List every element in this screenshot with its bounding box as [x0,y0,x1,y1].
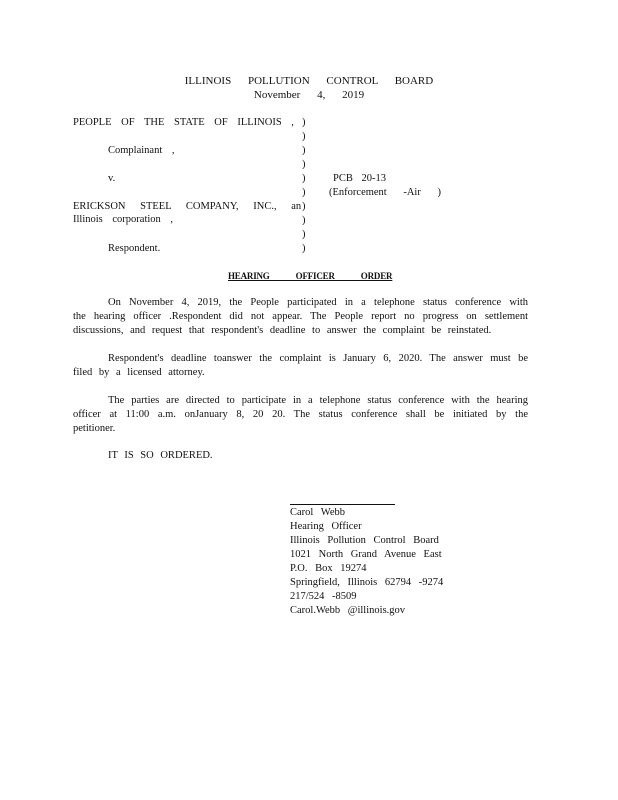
signature-line [290,504,395,505]
caption-paren: ) [302,201,306,212]
signer-title: Hearing Officer [290,521,362,532]
plaintiff-role: Complainant , [108,145,175,156]
caption-paren: ) [302,159,306,170]
caption-paren: ) [302,229,306,240]
plaintiff-name: PEOPLE OF THE STATE OF ILLINOIS , [73,117,294,128]
defendant-name-line1: ERICKSON STEEL COMPANY, INC., an [73,201,302,212]
caption-paren: ) [302,187,306,198]
case-type: (Enforcement -Air ) [329,187,441,198]
order-paragraph-3: The parties are directed to participate in a telephone status conference with the hearing officer at 11:00 a.m. onJanuary 8, 20 20. The status conference shall be initiated by the petitioner. [73,395,528,434]
caption-paren: ) [302,117,306,128]
signer-organization: Illinois Pollution Control Board [290,535,439,546]
signer-city: Springfield, Illinois 62794 -9274 [290,577,444,588]
order-paragraph-2: Respondent's deadline toanswer the complaint is January 6, 2020. The answer must be filed by a licensed attorney. [73,353,528,378]
so-ordered: IT IS SO ORDERED. [108,450,213,461]
caption-paren: ) [302,131,306,142]
signer-address: 1021 North Grand Avenue East [290,549,442,560]
signer-po-box: P.O. Box 19274 [290,563,367,574]
signer-email: Carol.Webb @illinois.gov [290,605,406,616]
order-paragraph-1: On November 4, 2019, the People participated in a telephone status conference with the hearing officer .Respondent did not appear. The People report no progress on settlement discussions, and request that respondent's deadline to answer the complaint be reinstated. [73,297,528,336]
order-date: November 4, 2019 [253,89,365,101]
caption-paren: ) [302,215,306,226]
caption-paren: ) [302,173,306,184]
caption-paren: ) [302,145,306,156]
signer-name: Carol Webb [290,507,345,518]
versus-label: v. [108,173,116,184]
signer-phone: 217/524 -8509 [290,591,357,602]
defendant-name-line2: Illinois corporation , [73,214,174,225]
defendant-role: Respondent. [108,243,161,254]
caption-paren: ) [302,243,306,254]
agency-title: ILLINOIS POLLUTION CONTROL BOARD [184,75,434,87]
order-title: HEARING OFFICER ORDER [228,271,393,281]
case-number: PCB 20-13 [333,173,386,184]
